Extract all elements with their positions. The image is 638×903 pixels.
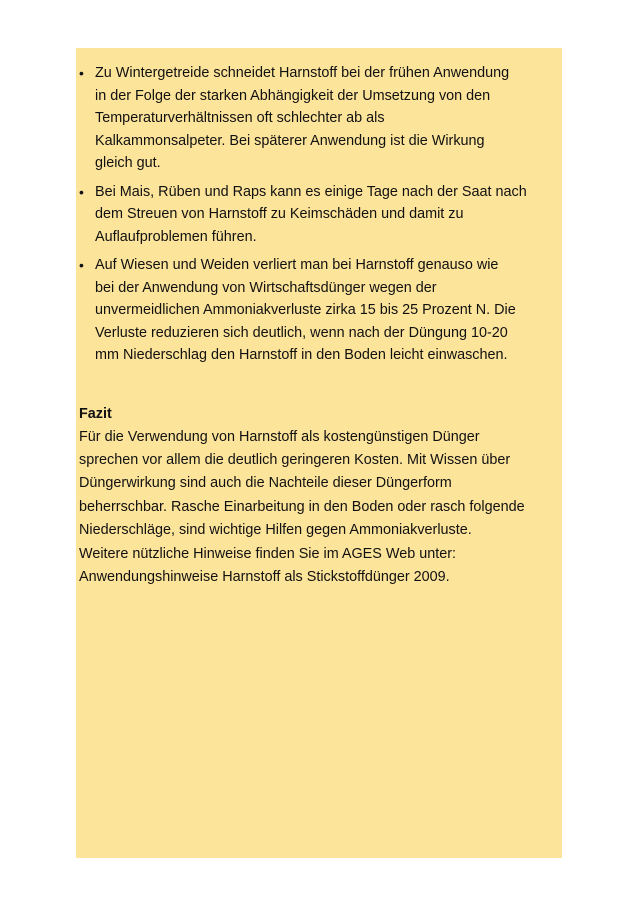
text-line: Weitere nützliche Hinweise finden Sie im AGES Web unter: xyxy=(79,545,457,562)
text-line: sprechen vor allem die deutlich geringeren Kosten. Mit Wissen über xyxy=(79,451,511,468)
text-line: Auflaufproblemen führen. xyxy=(95,228,257,245)
text-line: beherrschbar. Rasche Einarbeitung in den Boden oder rasch folgende xyxy=(79,498,525,515)
text-line: Anwendungshinweise Harnstoff als Stickstoffdünger 2009. xyxy=(79,568,450,585)
highlighted-text-box xyxy=(76,48,562,858)
bullet-list xyxy=(79,62,559,367)
fazit-paragraph xyxy=(79,426,559,590)
text-line: Zu Wintergetreide schneidet Harnstoff bei der frühen Anwendung xyxy=(95,65,510,81)
text-line: Niederschläge, sind wichtige Hilfen gegen Ammoniakverluste. xyxy=(79,522,472,539)
text-line: mm Niederschlag den Harnstoff in den Boden leicht einwaschen. xyxy=(95,347,508,363)
text-line: Kalkammonsalpeter. Bei späterer Anwendung ist die Wirkung xyxy=(95,132,485,149)
bullet-dot-icon: • xyxy=(79,257,84,273)
bullet-dot-icon: • xyxy=(79,183,84,200)
text-line: gleich gut. xyxy=(95,155,161,171)
bullet-item xyxy=(79,254,559,367)
text-line: Auf Wiesen und Weiden verliert man bei Harnstoff genauso wie xyxy=(95,257,499,273)
text-line: in der Folge der starken Abhängigkeit der Umsetzung von den xyxy=(95,87,491,104)
bullet-dot-icon: • xyxy=(79,65,84,81)
text-line: Düngerwirkung sind auch die Nachteile dieser Düngerform xyxy=(79,475,452,492)
text-line: Verluste reduzieren sich deutlich, wenn nach der Düngung 10-20 xyxy=(95,324,508,341)
section-heading-fazit: Fazit xyxy=(79,405,112,422)
text-line: bei der Anwendung von Wirtschaftsdünger wegen der xyxy=(95,279,437,296)
text-line: dem Streuen von Harnstoff zu Keimschäden und damit zu xyxy=(95,206,464,222)
text-line: Für die Verwendung von Harnstoff als kostengünstigen Dünger xyxy=(79,428,480,445)
text-line: Bei Mais, Rüben und Raps kann es einige Tage nach der Saat nach xyxy=(95,183,527,200)
text-line: Temperaturverhältnissen oft schlechter ab als xyxy=(95,110,385,126)
text-line: unvermeidlichen Ammoniakverluste zirka 15 bis 25 Prozent N. Die xyxy=(95,302,516,318)
bullet-item xyxy=(79,181,559,249)
bullet-item xyxy=(79,62,559,175)
